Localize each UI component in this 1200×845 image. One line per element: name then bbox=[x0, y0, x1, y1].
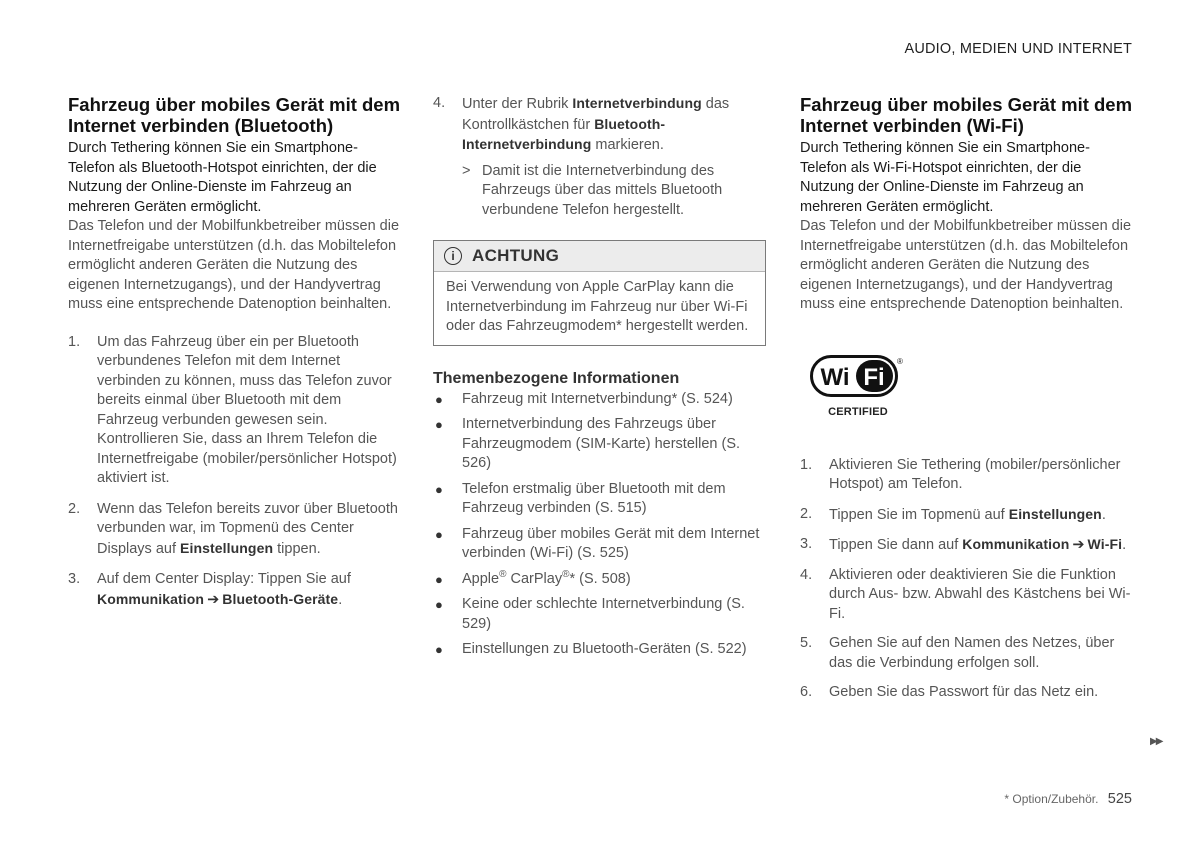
step-text: Geben Sie das Passwort für das Netz ein. bbox=[829, 684, 1099, 700]
related-link[interactable] bbox=[433, 570, 768, 590]
svg-text:Wi: Wi bbox=[820, 363, 850, 391]
step-text: Um das Fahrzeug über ein per Bluetooth verbundenes Telefon mit dem Internet verbinden zu können, muss das Telefon zuvor bereits einmal über Bluetooth mit dem Fahrzeug verbunden gewesen sein. Kontrollieren Sie, dass an Ihrem Telefon die Internetfreigabe (mobiler/persönlicher Hotspot) aktiviert ist. bbox=[97, 333, 397, 486]
ui-term-einstellungen: Einstellungen bbox=[1008, 505, 1102, 522]
ui-term-bluetooth-internetverbindung: Bluetooth-Internetverbindung bbox=[462, 115, 666, 152]
step-text: das Kontrollkästchen für bbox=[462, 96, 730, 133]
related-info-title: Themenbezogene Informationen bbox=[433, 369, 680, 387]
related-link-text[interactable]: Fahrzeug mit Internetverbindung* (S. 524) bbox=[462, 390, 733, 407]
svg-text:Fi: Fi bbox=[863, 363, 885, 391]
related-link[interactable] bbox=[433, 640, 768, 660]
step-text: Aktivieren oder deaktivieren Sie die Funktion durch Aus- bzw. Abwahl des Kästchens bei Wi-Fi. bbox=[829, 566, 1131, 622]
heading-wifi: Fahrzeug über mobiles Gerät mit dem Internet verbinden (Wi-Fi) bbox=[800, 94, 1133, 136]
step-number: 3. bbox=[68, 571, 81, 587]
step-text: Auf dem Center Display: Tippen Sie auf bbox=[97, 571, 351, 587]
column-wifi bbox=[800, 94, 1135, 713]
related-link-text[interactable]: Keine oder schlechte Internetverbindung (S. 529) bbox=[462, 596, 745, 632]
related-link-text[interactable]: Einstellungen zu Bluetooth-Geräten (S. 522) bbox=[462, 641, 747, 657]
column-bluetooth bbox=[68, 94, 403, 621]
warning-box bbox=[433, 240, 766, 346]
ui-term-internetverbindung: Internetverbindung bbox=[572, 95, 702, 111]
wifi-steps-list bbox=[800, 456, 1135, 703]
warning-title: ACHTUNG bbox=[472, 246, 560, 265]
step-number: 2. bbox=[800, 505, 813, 522]
bullet-icon: ● bbox=[435, 571, 443, 587]
related-link[interactable] bbox=[433, 595, 768, 634]
bullet-icon: ● bbox=[435, 642, 443, 657]
body-paragraph: Das Telefon und der Mobilfunkbetreiber müssen die Internetfreigabe unterstützen (d.h. das Mobiltelefon ermöglicht anderen Geräten die Nutzung des eigenen Internetzugangs), und der Handyvertrag muss eine entsprechende Datenoption beinhalten. bbox=[800, 218, 1132, 312]
step-item bbox=[800, 535, 1135, 556]
page-footer bbox=[1004, 791, 1132, 807]
warning-text: Bei Verwendung von Apple CarPlay kann die Internetverbindung im Fahrzeug nur über Wi-Fi oder das Fahrzeugmodem* hergestellt werden. bbox=[446, 279, 749, 334]
related-link-text[interactable]: Fahrzeug über mobiles Gerät mit dem Internet verbinden (Wi-Fi) (S. 525) bbox=[462, 525, 760, 561]
step-text: Unter der Rubrik bbox=[462, 96, 569, 112]
step-item bbox=[800, 566, 1135, 625]
page-number: 525 bbox=[1107, 791, 1132, 807]
bullet-icon: ● bbox=[435, 597, 443, 612]
step-item bbox=[800, 634, 1135, 673]
ui-term-kommunikation: Kommunikation bbox=[97, 590, 205, 607]
arrow-right-icon: ➔ bbox=[1072, 537, 1085, 553]
step-item bbox=[68, 333, 403, 489]
step-number: 5. bbox=[800, 635, 813, 651]
arrow-right-icon: ➔ bbox=[207, 591, 220, 608]
continue-arrows-icon: ▶▶ bbox=[1150, 736, 1162, 747]
ui-term-kommunikation: Kommunikation bbox=[962, 536, 1070, 552]
svg-text:®: ® bbox=[897, 356, 903, 366]
step-number: 1. bbox=[68, 333, 81, 350]
step-text: Aktivieren Sie Tethering (mobiler/persönlicher Hotspot) am Telefon. bbox=[829, 456, 1121, 492]
lead-paragraph: Durch Tethering können Sie ein Smartphone-Telefon als Wi-Fi-Hotspot einrichten, der die Nutzung der Online-Dienste im Fahrzeug an mehreren Geräten ermöglicht. bbox=[800, 140, 1090, 215]
step-number: 6. bbox=[800, 684, 813, 700]
step-end: . bbox=[338, 591, 343, 608]
footnote-option: * Option/Zubehör. bbox=[1004, 792, 1099, 806]
ui-term-einstellungen: Einstellungen bbox=[180, 539, 274, 556]
step-text: Gehen Sie auf den Namen des Netzes, über das die Verbindung erfolgen soll. bbox=[829, 635, 1115, 671]
related-link-text[interactable]: Apple® CarPlay®* (S. 508) bbox=[462, 568, 631, 587]
related-link[interactable] bbox=[433, 480, 768, 519]
step-item bbox=[68, 570, 403, 610]
info-icon: i bbox=[444, 247, 462, 265]
step-text: Tippen Sie dann auf bbox=[829, 537, 959, 553]
wifi-certified-label: CERTIFIED bbox=[828, 405, 888, 418]
step-end: . bbox=[1122, 537, 1127, 553]
related-links-list bbox=[433, 390, 768, 660]
step-text: markieren. bbox=[595, 137, 664, 153]
ui-term-bluetooth-geraete: Bluetooth-Geräte bbox=[222, 590, 339, 607]
bullet-icon: ● bbox=[435, 481, 443, 497]
warning-header bbox=[434, 241, 765, 272]
section-title: AUDIO, MEDIEN UND INTERNET bbox=[904, 41, 1132, 57]
step-item bbox=[800, 505, 1135, 526]
bullet-icon: ● bbox=[435, 526, 443, 542]
lead-paragraph: Durch Tethering können Sie ein Smartphone-Telefon als Bluetooth-Hotspot einrichten, der die Nutzung der Online-Dienste im Fahrzeug an mehreren Geräten ermöglicht. bbox=[68, 140, 377, 215]
result-text: Damit ist die Internetverbindung des Fahrzeugs über das mittels Bluetooth verbundene Telefon hergestellt. bbox=[482, 162, 723, 218]
step-number: 1. bbox=[800, 456, 813, 473]
heading-bluetooth: Fahrzeug über mobiles Gerät mit dem Internet verbinden (Bluetooth) bbox=[68, 94, 401, 136]
body-paragraph: Das Telefon und der Mobilfunkbetreiber müssen die Internetfreigabe unterstützen (d.h. das Mobiltelefon ermöglicht anderen Geräten die Nutzung des eigenen Internetzugangs), und der Handyvertrag muss eine entsprechende Datenoption beinhalten. bbox=[68, 218, 400, 312]
steps-list bbox=[68, 333, 403, 611]
step-end: . bbox=[1101, 506, 1106, 523]
related-link-text[interactable]: Internetverbindung des Fahrzeugs über Fahrzeugmodem (SIM-Karte) herstellen (S. 526) bbox=[462, 416, 741, 471]
related-link[interactable] bbox=[433, 525, 768, 564]
step-text: Wenn das Telefon bereits zuvor über Bluetooth verbunden war, im Topmenü des Center Displays auf bbox=[97, 500, 398, 557]
step-item bbox=[800, 683, 1135, 703]
step-item bbox=[800, 456, 1135, 495]
step-number: 4. bbox=[800, 566, 813, 583]
related-link-text[interactable]: Telefon erstmalig über Bluetooth mit dem Fahrzeug verbinden (S. 515) bbox=[462, 480, 726, 516]
related-link[interactable] bbox=[433, 390, 768, 410]
step-number: 3. bbox=[800, 536, 813, 552]
step-number: 2. bbox=[68, 500, 81, 517]
step-text: tippen. bbox=[277, 540, 321, 557]
wifi-logo-mark bbox=[810, 355, 906, 399]
related-link[interactable] bbox=[433, 415, 768, 474]
result-marker: > bbox=[462, 162, 471, 179]
step-number: 4. bbox=[433, 95, 446, 111]
bullet-icon: ● bbox=[435, 391, 443, 407]
step-item bbox=[433, 94, 768, 220]
step-item bbox=[68, 500, 403, 560]
step-result bbox=[462, 162, 768, 221]
wifi-certified-logo bbox=[810, 355, 906, 418]
ui-term-wifi: Wi-Fi bbox=[1087, 536, 1123, 552]
column-middle bbox=[433, 94, 768, 666]
bullet-icon: ● bbox=[435, 417, 443, 432]
steps-list-continued bbox=[433, 94, 768, 220]
step-text: Tippen Sie im Topmenü auf bbox=[829, 506, 1005, 523]
